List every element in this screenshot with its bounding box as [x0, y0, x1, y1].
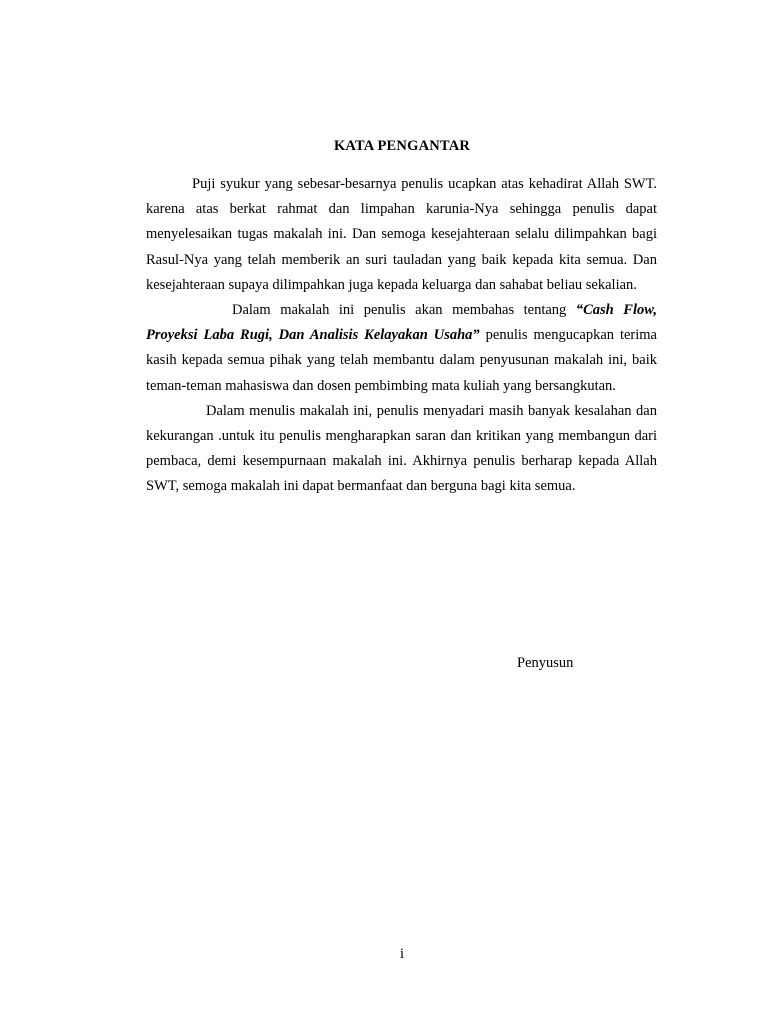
paragraph-topic-before: Dalam makalah ini penulis akan membahas tentang	[232, 302, 576, 319]
paragraph-opening-text: Puji syukur yang sebesar-besarnya penulis ucapkan atas kehadirat Allah SWT. karena atas berkat rahmat dan limpahan karunia-Nya sehingga penulis dapat menyelesaikan tugas makalah ini. Dan semoga kesejahteraan selalu dilimpahkan bagi Rasul-Nya yang telah memberik an suri tauladan yang baik kepada kita semua. Dan kesejahteraan supaya dilimpahkan juga kepada keluarga dan sahabat beliau sekalian.	[146, 176, 657, 293]
paragraph-topic-after: penulis mengucapkan terima kasih kepada semua pihak yang telah membantu dalam penyusunan makalah ini, baik teman-teman mahasiswa dan dosen pembimbing mata kuliah yang bersangkutan.	[146, 327, 657, 394]
paragraph-topic	[146, 298, 657, 399]
page-title: KATA PENGANTAR	[333, 138, 471, 154]
document-body	[146, 172, 657, 500]
paragraph-topic-title: “Cash Flow, Proyeksi Laba Rugi, Dan Analisis Kelayakan Usaha”	[146, 302, 657, 344]
paragraph-closing-text: Dalam menulis makalah ini, penulis menyadari masih banyak kesalahan dan kekurangan .untuk itu penulis mengharapkan saran dan kritikan yang membangun dari pembaca, demi kesempurnaan makalah ini. Akhirnya penulis berharap kepada Allah SWT, semoga makalah ini dapat bermanfaat dan berguna bagi kita semua.	[146, 402, 657, 495]
paragraph-closing	[146, 399, 657, 500]
signature-author: Penyusun	[517, 655, 574, 671]
paragraph-opening	[146, 172, 657, 298]
page-number: i	[399, 946, 405, 962]
